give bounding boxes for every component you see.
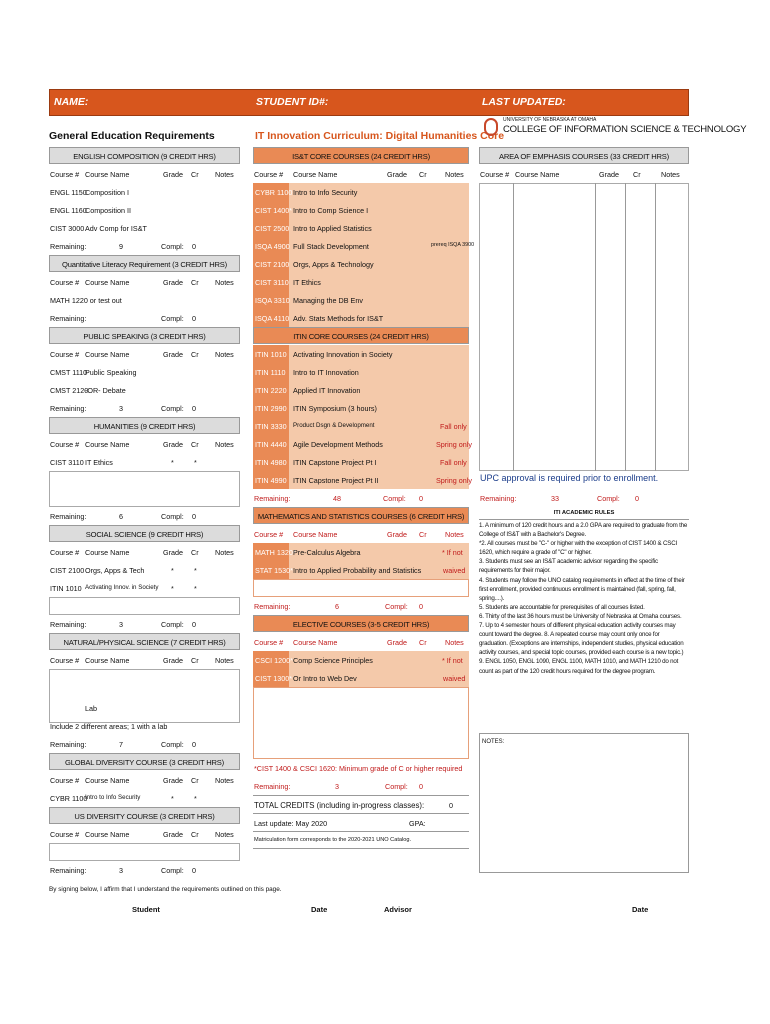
col-headers: Course # Course Name Grade Cr Notes [50, 776, 234, 785]
remaining-row: Remaining: 3 Compl: 0 [50, 404, 196, 413]
col-headers: Course # Course Name Grade Cr Notes [254, 530, 464, 539]
last-update-row: Last update: May 2020 GPA: [253, 813, 469, 831]
rule-item: 6. Thirty of the last 36 hours must be University of Nebraska at Omaha courses. [479, 612, 682, 620]
global-header: GLOBAL DIVERSITY COURSE (3 CREDIT HRS) [49, 753, 240, 770]
rule-item: *2. All courses must be "C-" or higher with the exception of CIST 1400 & CSCI 1620, which require a grade of "C" or higher. [479, 540, 677, 557]
notes-box[interactable] [479, 733, 689, 873]
table-row[interactable]: ITIN 3330 Product Dsgn & Development Fall only [253, 417, 469, 435]
rule-item: 4. Students may follow the UNO catalog requirements in effect at the time of their first enrollment, provided continuous enrollment is maintained (fall, spring, fall, spring....). [479, 576, 685, 602]
table-row[interactable]: CIST 1400* Intro to Comp Science I [253, 201, 469, 219]
english-header: ENGLISH COMPOSITION (9 CREDIT HRS) [49, 147, 240, 164]
matric-note: Matriculation form corresponds to the 2020-2021 UNO Catalog. [253, 831, 469, 849]
blank-rows[interactable] [49, 471, 240, 507]
table-row[interactable]: CIST 2500 Intro to Applied Statistics [253, 219, 469, 237]
lab-row[interactable]: Lab [85, 704, 97, 713]
table-row[interactable]: CSCI 1200* Comp Science Principles * If not [253, 651, 469, 669]
remaining-row: Remaining: 33 Compl: 0 [480, 494, 639, 503]
remaining-row: Remaining: 7 Compl: 0 [50, 740, 196, 749]
col-headers: Course # Course Name Grade Cr Notes [50, 830, 234, 839]
name-label: NAME: [54, 96, 89, 108]
table-row[interactable]: ITIN 4440 Agile Development Methods Spring only [253, 435, 469, 453]
blank-rows[interactable] [253, 687, 469, 759]
table-row[interactable]: MATH 1320* Pre-Calculus Algebra * If not [253, 543, 469, 561]
student-sig-label: Student [132, 905, 160, 914]
table-row[interactable]: CIST 3110 IT Ethics [253, 273, 469, 291]
rule-item: 7. Up to 4 semester hours of different physical education activity courses may count toward the degree. 8. A repeated course may count only once for graduation. (Exceptions are internships, independent studies, physical education activity courses, and special topic courses, provided each course is a new topic.) 9. ENGL 1050, ENGL 1090, ENGL 1100, MATH 1010, and MATH 1210 do not count as part of the 120 credit hours required for the degree program. [479, 622, 684, 675]
include-note: Include 2 different areas; 1 with a lab [50, 722, 168, 731]
col-headers: Course # Course Name Grade Cr Notes [480, 170, 680, 179]
table-row[interactable]: STAT 1530* Intro to Applied Probability and Statistics waived [253, 561, 469, 579]
academic-rules [479, 521, 689, 676]
col-headers: Course # Course Name Grade Cr Notes [50, 440, 234, 449]
table-row[interactable]: ITIN 1010 Activating Innovation in Society [253, 345, 469, 363]
blank-rows[interactable] [49, 597, 240, 615]
table-row[interactable]: CIST 3110 IT Ethics * * [50, 458, 197, 467]
remaining-row: Remaining: 48 Compl: 0 [254, 494, 423, 503]
table-row[interactable]: CIST 2100 Orgs, Apps & Technology [253, 255, 469, 273]
ist-core-header: IS&T CORE COURSES (24 CREDIT HRS) [253, 147, 469, 164]
curriculum-title: IT Innovation Curriculum: Digital Humanities Core [255, 130, 505, 142]
upc-note: UPC approval is required prior to enrollment. [480, 473, 659, 483]
table-row[interactable]: ISQA 4110 Adv. Stats Methods for IS&T [253, 309, 469, 327]
blank-rows[interactable] [49, 843, 240, 861]
speaking-header: PUBLIC SPEAKING (3 CREDIT HRS) [49, 327, 240, 344]
table-row[interactable]: CYBR 1100 Intro to Info Security [253, 183, 469, 201]
col-headers: Course # Course Name Grade Cr Notes [50, 278, 234, 287]
table-row[interactable]: ITIN 1110 Intro to IT Innovation [253, 363, 469, 381]
remaining-row: Remaining: 6 Compl: 0 [254, 602, 423, 611]
uno-logo-icon [484, 118, 498, 136]
date-label: Date [311, 905, 328, 914]
natural-header: NATURAL/PHYSICAL SCIENCE (7 CREDIT HRS) [49, 633, 240, 650]
table-row[interactable]: CYBR 1100 Intro to Info Security * * [50, 794, 197, 803]
rules-title: ITI ACADEMIC RULES [479, 507, 689, 520]
elective-header: ELECTIVE COURSES (3-5 CREDIT HRS) [253, 615, 469, 632]
table-row[interactable]: ITIN 4980 ITIN Capstone Project Pt I Fall only [253, 453, 469, 471]
table-row[interactable]: ISQA 3310 Managing the DB Env [253, 291, 469, 309]
advisor-sig-label: Advisor [384, 905, 412, 914]
table-row[interactable]: CIST 2100 Orgs, Apps & Tech * * [50, 566, 197, 575]
col-headers: Course # Course Name Grade Cr Notes [254, 170, 464, 179]
remaining-row: Remaining: 6 Compl: 0 [50, 512, 196, 521]
table-row[interactable]: ITIN 2990 ITIN Symposium (3 hours) [253, 399, 469, 417]
table-row[interactable]: ITIN 2220 Applied IT Innovation [253, 381, 469, 399]
table-row[interactable]: ITIN 1010 Activating Innov. in Society * * [50, 584, 197, 593]
rule-item: 3. Students must see an IS&T academic advisor regarding the specific requirements for their major. [479, 558, 658, 575]
affirm-text: By signing below, I affirm that I understand the requirements outlined on this page. [49, 886, 282, 893]
remaining-row: Remaining: 9 Compl: 0 [50, 242, 196, 251]
grade-note: *CIST 1400 & CSCI 1620: Minimum grade of C or higher required [254, 764, 463, 773]
last-updated-label: LAST UPDATED: [482, 96, 566, 108]
gen-ed-title: General Education Requirements [49, 130, 215, 142]
student-id-label: STUDENT ID#: [256, 96, 329, 108]
social-header: SOCIAL SCIENCE (9 CREDIT HRS) [49, 525, 240, 542]
notes-label: NOTES: [482, 739, 505, 745]
emphasis-header: AREA OF EMPHASIS COURSES (33 CREDIT HRS) [479, 147, 689, 164]
remaining-row: Remaining: 3 Compl: 0 [50, 620, 196, 629]
emphasis-blank-rows[interactable] [479, 183, 689, 471]
itin-core-header: ITIN CORE COURSES (24 CREDIT HRS) [253, 327, 469, 344]
us-diversity-header: US DIVERSITY COURSE (3 CREDIT HRS) [49, 807, 240, 824]
rule-item: 5. Students are accountable for prerequisites of all courses listed. [479, 603, 645, 611]
table-row[interactable]: ISQA 4900 Full Stack Development prereq ISQA 3900 [253, 237, 469, 255]
humanities-header: HUMANITIES (9 CREDIT HRS) [49, 417, 240, 434]
col-headers: Course # Course Name Grade Cr Notes [50, 350, 234, 359]
math-header: MATHEMATICS AND STATISTICS COURSES (6 CREDIT HRS) [253, 507, 469, 524]
col-headers: Course # Course Name Grade Cr Notes [50, 656, 234, 665]
rule-item: 1. A minimum of 120 credit hours and a 2.0 GPA are required to graduate from the College of IS&T with a Bachelor's Degree. [479, 522, 688, 539]
advisor-date-label: Date [632, 905, 649, 914]
table-row[interactable]: ITIN 4990 ITIN Capstone Project Pt II Spring only [253, 471, 469, 489]
remaining-row: Remaining: 3 Compl: 0 [50, 866, 196, 875]
col-headers: Course # Course Name Grade Cr Notes [254, 638, 464, 647]
remaining-row: Remaining: 3 Compl: 0 [254, 782, 423, 791]
logo-college: COLLEGE OF INFORMATION SCIENCE & TECHNOLOGY [503, 124, 747, 135]
blank-rows[interactable] [253, 579, 469, 597]
total-row: TOTAL CREDITS (including in-progress classes): 0 [253, 795, 469, 813]
logo-university: UNIVERSITY OF NEBRASKA AT OMAHA [503, 117, 597, 123]
col-headers: Course # Course Name Grade Cr Notes [50, 170, 234, 179]
table-row[interactable]: CIST 1300* Or Intro to Web Dev waived [253, 669, 469, 687]
quant-header: Quantitative Literacy Requirement (3 CREDIT HRS) [49, 255, 240, 272]
remaining-row: Remaining: Compl: 0 [50, 314, 196, 323]
col-headers: Course # Course Name Grade Cr Notes [50, 548, 234, 557]
header-bar [49, 89, 689, 116]
